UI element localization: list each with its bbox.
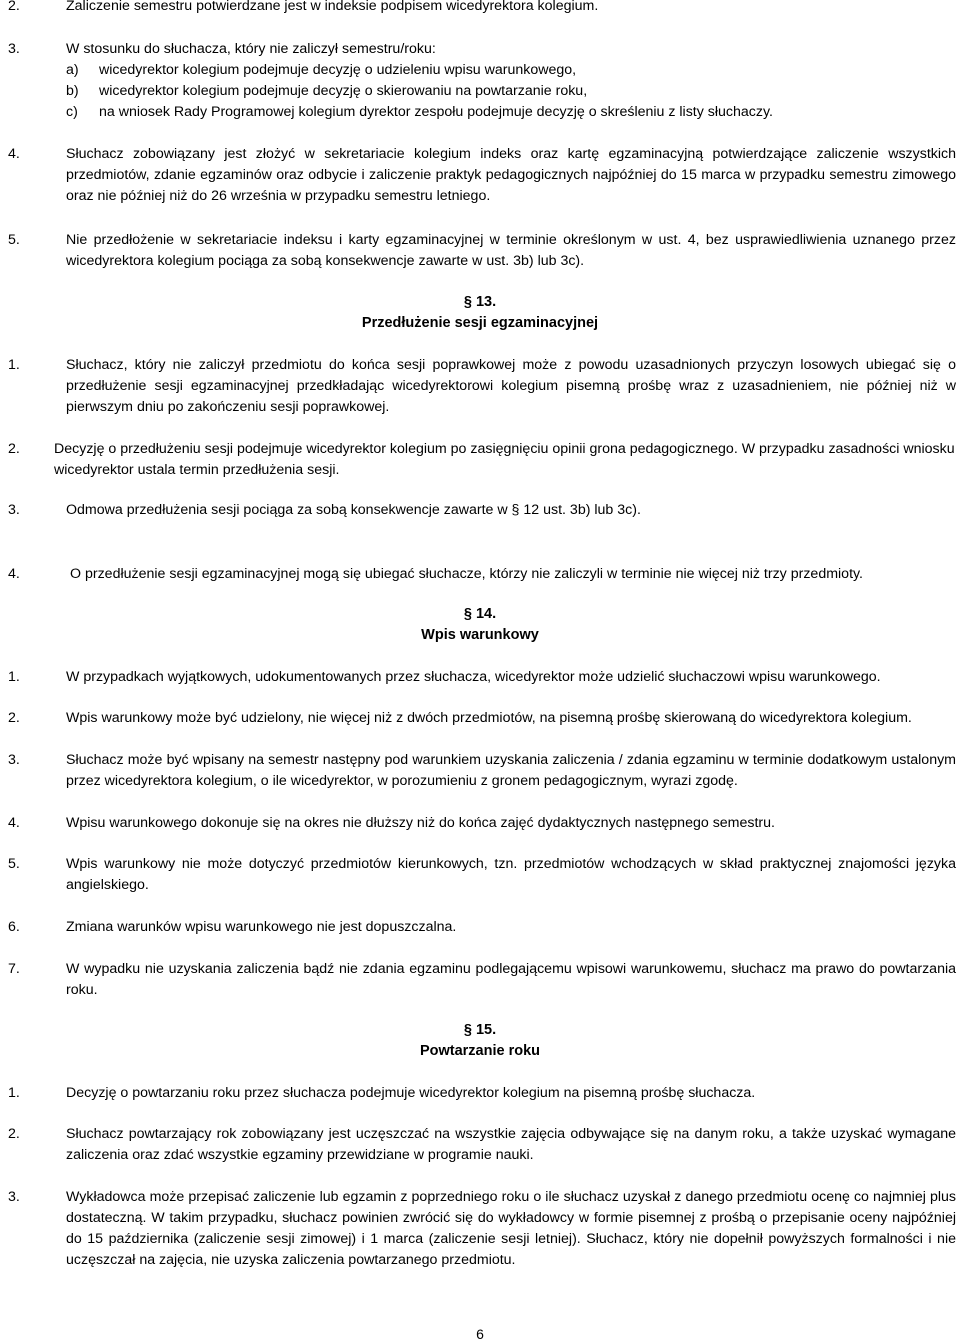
s13-point-1 <box>8 355 956 418</box>
sub-letter: c) <box>66 104 78 120</box>
section-13-title: Przedłużenie sesji egzaminacyjnej <box>361 315 599 331</box>
point-text: Wpis warunkowy może być udzielony, nie więcej niż z dwóch przedmiotów, na pisemną prośbę skierowaną do wicedyrektora kolegium. <box>66 710 912 726</box>
point-text: Wykładowca może przepisać zaliczenie lub egzamin z poprzedniego roku o ile słuchacz uzyskał z danego przedmiotu ocenę co najmniej plus dostateczną. W takim przypadku, słuchacz powinien zwrócić się do wykładowcy w formie pisemnej z prośbą o przepisanie oceny najpóźniej do 15 października (zaliczenie sesji zimowej) i 1 marca (zaliczenie sesji letniej). Słuchacz, który nie dopełnił powyższych formalności i nie uczęszczał na zajęcia, nie uzyska zaliczenia powtarzanego przedmiotu. <box>66 1189 956 1268</box>
s14-point-3 <box>8 750 956 792</box>
point-text: W wypadku nie uzyskania zaliczenia bądź nie zdania egzaminu podlegającemu wpisowi warunkowemu, słuchacz ma prawo do powtarzania roku. <box>66 961 956 998</box>
point-number: 6. <box>8 919 20 935</box>
point-text: Słuchacz może być wpisany na semestr następny pod warunkiem uzyskania zaliczenia / zdania egzaminu w terminie dodatkowym ustalonym przez wicedyrektora kolegium, o ile wicedyrektor, w porozumieniu z gronem pedagogicznym, wyrazi zgodę. <box>66 752 956 789</box>
paragraph-4 <box>8 144 956 207</box>
sub-item-a <box>66 60 956 81</box>
paragraph-number: 5. <box>8 232 20 248</box>
sub-letter: b) <box>66 83 79 99</box>
page-number: 6 <box>476 1326 484 1342</box>
paragraph-intro: W stosunku do słuchacza, który nie zaliczył semestru/roku: <box>66 41 436 57</box>
s14-point-2 <box>8 708 956 729</box>
paragraph-number: 4. <box>8 146 20 162</box>
section-14-title: Wpis warunkowy <box>421 627 539 643</box>
point-number: 1. <box>8 1085 20 1101</box>
point-text: Słuchacz, który nie zaliczył przedmiotu do końca sesji poprawkowej może z powodu uzasadnionych przyczyn losowych ubiegać się o przedłużenie sesji egzaminacyjnej przedkładając wicedyrektorowi kolegium pisemną prośbę wraz z uzasadnieniem, nie później niż w pierwszym dniu po zakończeniu sesji poprawkowej. <box>66 357 956 415</box>
s14-point-4 <box>8 813 956 834</box>
sub-item-b <box>66 81 956 102</box>
s14-point-1 <box>8 667 956 688</box>
point-text: Decyzję o przedłużeniu sesji podejmuje wicedyrektor kolegium po zasięgnięciu opinii grona pedagogicznego. W przypadku zasadności wniosku wicedyrektor ustala termin przedłużenia sesji. <box>54 441 955 478</box>
point-text: Wpis warunkowy nie może dotyczyć przedmiotów kierunkowych, tzn. przedmiotów wchodzących w skład praktycznej znajomości języka angielskiego. <box>66 856 956 893</box>
paragraph-text: Słuchacz zobowiązany jest złożyć w sekretariacie kolegium indeks oraz kartę egzaminacyjną potwierdzające zaliczenie wszystkich przedmiotów, zdanie egzaminów oraz odbycie i zaliczenie praktyk pedagogicznych najpóźniej do 15 marca w przypadku semestru zimowego oraz nie później niż do 26 września w przypadku semestru letniego. <box>66 146 956 204</box>
s15-point-3 <box>8 1187 956 1271</box>
point-text: Odmowa przedłużenia sesji pociąga za sobą konsekwencje zawarte w § 12 ust. 3b) lub 3c). <box>66 502 641 518</box>
point-text: Słuchacz powtarzający rok zobowiązany jest uczęszczać na wszystkie zajęcia odbywające się na danym roku, a także uzyskać wymagane zaliczenia oraz zdać wszystkie egzaminy przewidziane w programie nauki. <box>66 1126 956 1163</box>
point-number: 4. <box>8 566 20 582</box>
section-15-number: § 15. <box>463 1022 497 1038</box>
point-number: 7. <box>8 961 20 977</box>
s13-point-4 <box>8 564 956 585</box>
s13-point-3 <box>8 500 956 521</box>
point-number: 1. <box>8 357 20 373</box>
s15-point-1 <box>8 1083 956 1104</box>
sub-text: wicedyrektor kolegium podejmuje decyzję o udzieleniu wpisu warunkowego, <box>99 62 577 78</box>
point-text: W przypadkach wyjątkowych, udokumentowanych przez słuchacza, wicedyrektor może udzielić słuchaczowi wpisu warunkowego. <box>66 669 881 685</box>
point-number: 2. <box>8 441 20 457</box>
point-number: 3. <box>8 752 20 768</box>
point-number: 5. <box>8 856 20 872</box>
section-14-number: § 14. <box>463 606 497 622</box>
s14-point-5 <box>8 854 956 896</box>
point-number: 3. <box>8 502 20 518</box>
section-15-title: Powtarzanie roku <box>419 1043 541 1059</box>
sub-text: wicedyrektor kolegium podejmuje decyzję o skierowaniu na powtarzanie roku, <box>99 83 588 99</box>
point-number: 2. <box>8 710 20 726</box>
point-number: 2. <box>8 1126 20 1142</box>
paragraph-2 <box>8 0 956 17</box>
paragraph-text: Nie przedłożenie w sekretariacie indeksu i karty egzaminacyjnej w terminie określonym w ust. 4, bez usprawiedliwienia uznanego przez wicedyrektora kolegium pociąga za sobą konsekwencje zawarte w ust. 3b) lub 3c). <box>66 232 956 269</box>
paragraph-3 <box>8 39 956 123</box>
point-number: 1. <box>8 669 20 685</box>
paragraph-text: Zaliczenie semestru potwierdzane jest w indeksie podpisem wicedyrektora kolegium. <box>66 0 599 14</box>
point-number: 3. <box>8 1189 20 1205</box>
s13-point-2 <box>8 439 956 481</box>
sub-text: na wniosek Rady Programowej kolegium dyrektor zespołu podejmuje decyzję o skreśleniu z listy słuchaczy. <box>99 104 773 120</box>
sub-letter: a) <box>66 62 79 78</box>
point-text: Decyzję o powtarzaniu roku przez słuchacza podejmuje wicedyrektor kolegium na pisemną prośbę słuchacza. <box>66 1085 756 1101</box>
point-text: Wpisu warunkowego dokonuje się na okres nie dłuższy niż do końca zajęć dydaktycznych następnego semestru. <box>66 815 775 831</box>
point-text: Zmiana warunków wpisu warunkowego nie jest dopuszczalna. <box>66 919 457 935</box>
s14-point-6 <box>8 917 956 938</box>
point-text: O przedłużenie sesji egzaminacyjnej mogą się ubiegać słuchacze, którzy nie zaliczyli w terminie nie więcej niż trzy przedmioty. <box>70 566 863 582</box>
paragraph-number: 2. <box>8 0 20 14</box>
paragraph-5 <box>8 230 956 272</box>
sub-item-c <box>66 102 956 123</box>
paragraph-number: 3. <box>8 41 20 57</box>
s15-point-2 <box>8 1124 956 1166</box>
section-13-number: § 13. <box>463 294 497 310</box>
s14-point-7 <box>8 959 956 1001</box>
point-number: 4. <box>8 815 20 831</box>
